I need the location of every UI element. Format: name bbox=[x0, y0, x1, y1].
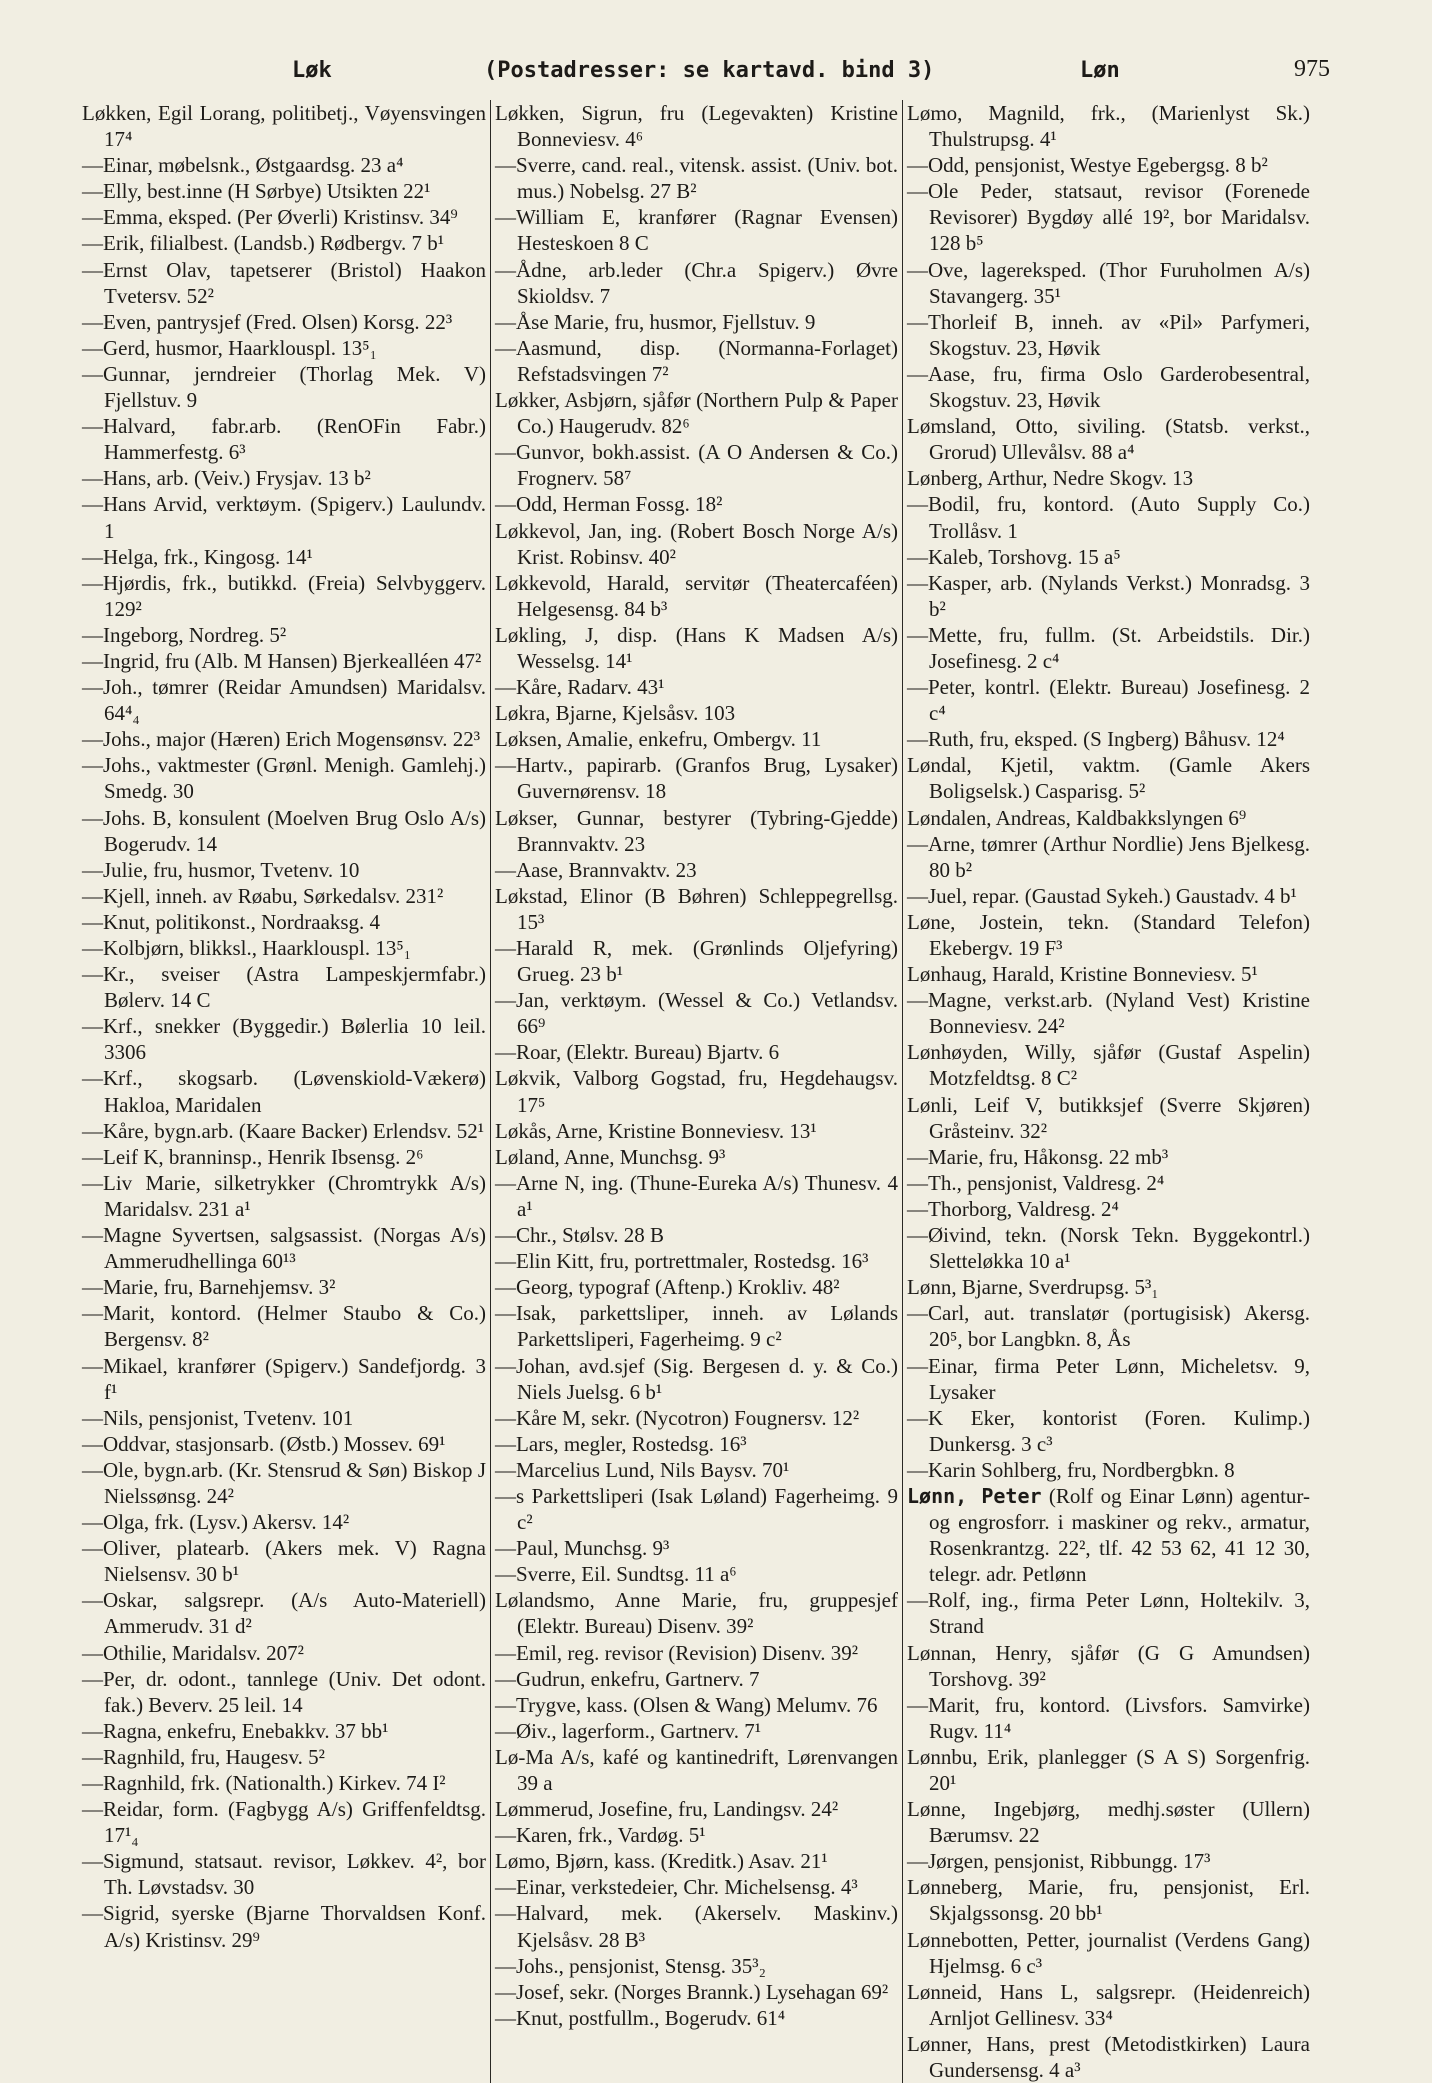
directory-entry: Løndalen, Andreas, Kaldbakkslyngen 6⁹ bbox=[907, 805, 1247, 830]
directory-entry: —Reidar, form. (Fagbygg A/s) Griffenfeldtsg. 17¹₄ bbox=[82, 1797, 486, 1848]
directory-entry: Lønn, Bjarne, Sverdrupsg. 5³₁ bbox=[907, 1275, 1159, 1300]
directory-entry: Løkås, Arne, Kristine Bonneviesv. 13¹ bbox=[495, 1118, 817, 1143]
directory-entry: —Sverre, cand. real., vitensk. assist. (Univ. bot. mus.) Nobelsg. 27 B² bbox=[495, 153, 898, 204]
page-number: 975 bbox=[1294, 56, 1330, 82]
directory-entry: —s Parkettsliperi (Isak Løland) Fagerheimg. 9 c² bbox=[495, 1483, 898, 1535]
header-left-guide-word: Løk bbox=[292, 58, 332, 83]
directory-entry: —Kjell, inneh. av Røabu, Sørkedalsv. 231² bbox=[82, 883, 444, 908]
directory-entry: —Mikael, kranfører (Spigerv.) Sandefjordg. 3 f¹ bbox=[82, 1353, 486, 1404]
directory-entry: —Halvard, mek. (Akerselv. Maskinv.) Kjelsåsv. 28 B³ bbox=[495, 1901, 898, 1952]
directory-entry: —Johs. B, konsulent (Moelven Brug Oslo A/s) Bogerudv. 14 bbox=[82, 805, 486, 856]
directory-entry: —Kasper, arb. (Nylands Verkst.) Monradsg. 3 b² bbox=[907, 570, 1310, 621]
directory-entry: —Oskar, salgsrepr. (A/s Auto-Materiell) Ammerudv. 31 d² bbox=[82, 1588, 486, 1639]
directory-entry: —Th., pensjonist, Valdresg. 2⁴ bbox=[907, 1170, 1165, 1195]
directory-entry: Løkstad, Elinor (B Bøhren) Schleppegrellsg. 15³ bbox=[495, 883, 898, 934]
directory-entry: —Krf., skogsarb. (Løvenskiold-Vækerø) Hakloa, Maridalen bbox=[82, 1066, 486, 1117]
column-2 bbox=[490, 100, 902, 2083]
directory-entry: —Harald R, mek. (Grønlinds Oljefyring) Grueg. 23 b¹ bbox=[495, 936, 898, 987]
directory-entry: —Sigmund, statsaut. revisor, Løkkev. 4², bor Th. Løvstadsv. 30 bbox=[82, 1849, 486, 1900]
directory-entry: —Nils, pensjonist, Tvetenv. 101 bbox=[82, 1405, 354, 1430]
directory-entry: —Karin Sohlberg, fru, Nordbergbkn. 8 bbox=[907, 1457, 1235, 1482]
directory-entry: —Gunvor, bokh.assist. (A O Andersen & Co.) Frognerv. 58⁷ bbox=[495, 440, 898, 491]
directory-entry: Lømmerud, Josefine, fru, Landingsv. 24² bbox=[495, 1797, 839, 1822]
directory-entry: Løkken, Egil Lorang, politibetj., Vøyensvingen 17⁴ bbox=[82, 101, 486, 152]
directory-entry: Lømo, Bjørn, kass. (Kreditk.) Asav. 21¹ bbox=[495, 1849, 828, 1874]
directory-entry: —Arne, tømrer (Arthur Nordlie) Jens Bjelkesg. 80 b² bbox=[907, 831, 1310, 882]
directory-entry: Løkker, Asbjørn, sjåfør (Northern Pulp & Paper Co.) Haugerudv. 82⁶ bbox=[495, 388, 898, 439]
directory-entry: Lønli, Leif V, butikksjef (Sverre Skjøren) Gråsteinv. 32² bbox=[907, 1092, 1310, 1143]
directory-entry: —Per, dr. odont., tannlege (Univ. Det odont. fak.) Beverv. 25 leil. 14 bbox=[82, 1666, 486, 1717]
directory-entry: —Even, pantrysjef (Fred. Olsen) Korsg. 22³ bbox=[82, 309, 453, 334]
directory-entry: —Roar, (Elektr. Bureau) Bjartv. 6 bbox=[495, 1040, 780, 1065]
directory-entry: —Kåre M, sekr. (Nycotron) Fougnersv. 12² bbox=[495, 1405, 860, 1430]
directory-entry: Lønhaug, Harald, Kristine Bonneviesv. 5¹ bbox=[907, 962, 1258, 987]
directory-entry: —Johs., vaktmester (Grønl. Menigh. Gamlehj.) Smedg. 30 bbox=[82, 753, 486, 804]
header-postal-note: (Postadresser: se kartavd. bind 3) bbox=[484, 58, 935, 83]
directory-entry: —Liv Marie, silketrykker (Chromtrykk A/s) Maridalsv. 231 a¹ bbox=[82, 1170, 486, 1221]
directory-entry: —Othilie, Maridalsv. 207² bbox=[82, 1640, 304, 1665]
directory-entry: —Hjørdis, frk., butikkd. (Freia) Selvbyggerv. 129² bbox=[82, 570, 486, 621]
directory-entry: —Georg, typograf (Aftenp.) Krokliv. 48² bbox=[495, 1275, 840, 1300]
directory-entry: Lølandsmo, Anne Marie, fru, gruppesjef (Elektr. Bureau) Disenv. 39² bbox=[495, 1588, 898, 1639]
directory-entry: Løkkevold, Harald, servitør (Theatercaféen) Helgesensg. 84 b³ bbox=[495, 570, 898, 621]
directory-entry: —Elly, best.inne (H Sørbye) Utsikten 22¹ bbox=[82, 179, 431, 204]
directory-entry: —Kaleb, Torshovg. 15 a⁵ bbox=[907, 544, 1121, 569]
directory-entry: —Julie, fru, husmor, Tvetenv. 10 bbox=[82, 857, 360, 882]
directory-entry: —Peter, kontrl. (Elektr. Bureau) Josefinesg. 2 c⁴ bbox=[907, 675, 1310, 726]
directory-columns bbox=[78, 100, 1330, 2083]
directory-entry: —Trygve, kass. (Olsen & Wang) Melumv. 76 bbox=[495, 1692, 878, 1717]
directory-entry: —Isak, parkettsliper, inneh. av Lølands Parkettsliperi, Fagerheimg. 9 c² bbox=[495, 1301, 898, 1352]
directory-entry: Lønner, Hans, prest (Metodistkirken) Laura Gundersensg. 4 a³ bbox=[907, 2031, 1310, 2083]
directory-entry: —Karen, frk., Vardøg. 5¹ bbox=[495, 1823, 706, 1848]
directory-entry: Løndal, Kjetil, vaktm. (Gamle Akers Boligselsk.) Casparisg. 5² bbox=[907, 753, 1310, 804]
directory-entry: —Øiv., lagerform., Gartnerv. 7¹ bbox=[495, 1718, 761, 1743]
directory-entry: Løland, Anne, Munchsg. 9³ bbox=[495, 1144, 726, 1169]
directory-entry: Lønhøyden, Willy, sjåfør (Gustaf Aspelin) Motzfeldtsg. 8 C² bbox=[907, 1040, 1310, 1091]
directory-entry: —Odd, pensjonist, Westye Egebergsg. 8 b² bbox=[907, 153, 1268, 178]
directory-entry: Løksen, Amalie, enkefru, Ombergv. 11 bbox=[495, 727, 822, 752]
directory-entry: Lønneberg, Marie, fru, pensjonist, Erl. Skjalgssonsg. 20 bb¹ bbox=[907, 1875, 1310, 1926]
directory-entry: —Arne N, ing. (Thune-Eureka A/s) Thunesv. 4 a¹ bbox=[495, 1170, 898, 1221]
directory-entry: Lønnebotten, Petter, journalist (Verdens Gang) Hjelmsg. 6 c³ bbox=[907, 1927, 1310, 1978]
directory-entry: —Ragnhild, fru, Haugesv. 5² bbox=[82, 1744, 325, 1769]
directory-entry: —Ernst Olav, tapetserer (Bristol) Haakon Tvetersv. 52² bbox=[82, 257, 486, 308]
directory-entry: —Kr., sveiser (Astra Lampeskjermfabr.) Bølerv. 14 C bbox=[82, 962, 486, 1013]
directory-entry: —Kåre, Radarv. 43¹ bbox=[495, 675, 665, 700]
directory-entry: —Einar, møbelsnk., Østgaardsg. 23 a⁴ bbox=[82, 153, 404, 178]
directory-entry: —Oddvar, stasjonsarb. (Østb.) Mossev. 69¹ bbox=[82, 1431, 446, 1456]
directory-entry: Lønn, Peter (Rolf og Einar Lønn) agentur- og engrosforr. i maskiner og rekv., armatur, Rosenkrantzg. 22², tlf. 42 53 62, 41 12 30, telegr. adr. Petlønn bbox=[907, 1483, 1310, 1587]
directory-entry: Løkkevol, Jan, ing. (Robert Bosch Norge A/s) Krist. Robinsv. 40² bbox=[495, 518, 898, 569]
directory-entry: —Hans Arvid, verktøym. (Spigerv.) Laulundv. 1 bbox=[82, 492, 486, 543]
directory-entry: Lømsland, Otto, siviling. (Statsb. verkst., Grorud) Ullevålsv. 88 a⁴ bbox=[907, 414, 1310, 465]
directory-entry: —Juel, repar. (Gaustad Sykeh.) Gaustadv. 4 b¹ bbox=[907, 883, 1297, 908]
directory-entry: —Marit, fru, kontord. (Livsfors. Samvirke) Rugv. 11⁴ bbox=[907, 1692, 1310, 1743]
directory-entry: —Gudrun, enkefru, Gartnerv. 7 bbox=[495, 1666, 760, 1691]
header-right-guide-word: Løn bbox=[1080, 58, 1120, 83]
directory-entry: —Odd, Herman Fossg. 18² bbox=[495, 492, 723, 517]
directory-entry: Lønnan, Henry, sjåfør (G G Amundsen) Torshovg. 39² bbox=[907, 1640, 1310, 1691]
directory-entry: —Rolf, ing., firma Peter Lønn, Holtekilv. 3, Strand bbox=[907, 1588, 1310, 1639]
directory-entry: Lønne, Ingebjørg, medhj.søster (Ullern) Bærumsv. 22 bbox=[907, 1797, 1310, 1848]
directory-entry: Lønneid, Hans L, salgsrepr. (Heidenreich) Arnljot Gellinesv. 33⁴ bbox=[907, 1979, 1310, 2030]
directory-entry: —Joh., tømrer (Reidar Amundsen) Maridalsv. 64⁴₄ bbox=[82, 675, 486, 726]
directory-entry: —Marie, fru, Håkonsg. 22 mb³ bbox=[907, 1144, 1169, 1169]
page-header bbox=[80, 56, 1330, 98]
directory-entry: Lønnbu, Erik, planlegger (S A S) Sorgenfrig. 20¹ bbox=[907, 1744, 1310, 1795]
directory-entry: —Mette, fru, fullm. (St. Arbeidstils. Dir.) Josefinesg. 2 c⁴ bbox=[907, 622, 1310, 673]
directory-entry: —Ragna, enkefru, Enebakkv. 37 bb¹ bbox=[82, 1718, 389, 1743]
directory-entry: —Erik, filialbest. (Landsb.) Rødbergv. 7 b¹ bbox=[82, 231, 445, 256]
directory-entry: —Josef, sekr. (Norges Brannk.) Lysehagan 69² bbox=[495, 1979, 889, 2004]
column-1 bbox=[78, 100, 490, 2083]
directory-entry: —Johs., pensjonist, Stensg. 35³₂ bbox=[495, 1953, 766, 1978]
directory-entry: —Elin Kitt, fru, portrettmaler, Rostedsg. 16³ bbox=[495, 1249, 869, 1274]
directory-entry: Løkvik, Valborg Gogstad, fru, Hegdehaugsv. 17⁵ bbox=[495, 1066, 898, 1117]
column-3 bbox=[902, 100, 1314, 2083]
directory-entry: —Lars, megler, Rostedsg. 16³ bbox=[495, 1431, 747, 1456]
directory-entry: —Øivind, tekn. (Norsk Tekn. Byggekontrl.) Sletteløkka 10 a¹ bbox=[907, 1223, 1310, 1274]
directory-entry: —Ove, lagereksped. (Thor Furuholmen A/s) Stavangerg. 35¹ bbox=[907, 257, 1310, 308]
directory-entry: —Helga, frk., Kingosg. 14¹ bbox=[82, 544, 313, 569]
directory-entry: —Marie, fru, Barnehjemsv. 3² bbox=[82, 1275, 336, 1300]
directory-entry: Lømo, Magnild, frk., (Marienlyst Sk.) Thulstrupsg. 4¹ bbox=[907, 101, 1310, 152]
directory-entry: —Aasmund, disp. (Normanna-Forlaget) Refstadsvingen 7² bbox=[495, 335, 898, 386]
directory-entry: —Ingrid, fru (Alb. M Hansen) Bjerkealléen 47² bbox=[82, 648, 482, 673]
directory-entry: —Einar, firma Peter Lønn, Micheletsv. 9, Lysaker bbox=[907, 1353, 1310, 1404]
directory-entry: —Sigrid, syerske (Bjarne Thorvaldsen Konf. A/s) Kristinsv. 29⁹ bbox=[82, 1901, 486, 1952]
directory-entry: —Carl, aut. translatør (portugisisk) Akersg. 20⁵, bor Langbkn. 8, Ås bbox=[907, 1301, 1310, 1352]
directory-entry: —Hartv., papirarb. (Granfos Brug, Lysaker) Guvernørensv. 18 bbox=[495, 753, 898, 804]
directory-entry: Løne, Jostein, tekn. (Standard Telefon) Ekebergv. 19 F³ bbox=[907, 909, 1310, 960]
directory-entry: —Paul, Munchsg. 9³ bbox=[495, 1536, 670, 1561]
directory-entry: —Johs., major (Hæren) Erich Mogensønsv. 22³ bbox=[82, 727, 481, 752]
directory-entry: —Krf., snekker (Byggedir.) Bølerlia 10 leil. 3306 bbox=[82, 1014, 486, 1065]
directory-entry: —Gunnar, jerndreier (Thorlag Mek. V) Fjellstuv. 9 bbox=[82, 361, 486, 413]
directory-entry: —Marcelius Lund, Nils Baysv. 70¹ bbox=[495, 1457, 790, 1482]
directory-entry: —Hans, arb. (Veiv.) Frysjav. 13 b² bbox=[82, 466, 371, 491]
directory-entry: —Ole, bygn.arb. (Kr. Stensrud & Søn) Biskop J Nielssønsg. 24² bbox=[82, 1457, 486, 1508]
directory-entry: —Åse Marie, fru, husmor, Fjellstuv. 9 bbox=[495, 309, 816, 334]
directory-entry: —Ragnhild, frk. (Nationalth.) Kirkev. 74 I² bbox=[82, 1771, 446, 1795]
directory-entry: —K Eker, kontorist (Foren. Kulimp.) Dunkersg. 3 c³ bbox=[907, 1405, 1310, 1456]
directory-entry: —Ingeborg, Nordreg. 5² bbox=[82, 622, 287, 647]
directory-entry: —Ådne, arb.leder (Chr.a Spigerv.) Øvre Skioldsv. 7 bbox=[495, 257, 898, 308]
directory-entry: —Halvard, fabr.arb. (RenOFin Fabr.) Hammerfestg. 6³ bbox=[82, 414, 486, 465]
directory-entry: —Thorborg, Valdresg. 2⁴ bbox=[907, 1196, 1119, 1221]
directory-entry: —Ruth, fru, eksped. (S Ingberg) Båhusv. 12⁴ bbox=[907, 727, 1285, 752]
directory-entry: —Kolbjørn, blikksl., Haarklouspl. 13⁵₁ bbox=[82, 936, 412, 960]
directory-entry: —Jørgen, pensjonist, Ribbungg. 17³ bbox=[907, 1849, 1211, 1874]
directory-entry: —Knut, politikonst., Nordraaksg. 4 bbox=[82, 909, 381, 934]
directory-entry: —Johan, avd.sjef (Sig. Bergesen d. y. & Co.) Niels Juelsg. 6 b¹ bbox=[495, 1353, 898, 1404]
directory-entry: —Kåre, bygn.arb. (Kaare Backer) Erlendsv. 52¹ bbox=[82, 1118, 485, 1143]
directory-entry: —Emil, reg. revisor (Revision) Disenv. 39² bbox=[495, 1640, 859, 1665]
directory-entry: Løkken, Sigrun, fru (Legevakten) Kristine Bonneviesv. 4⁶ bbox=[495, 101, 898, 152]
directory-entry: —Ole Peder, statsaut, revisor (Forenede Revisorer) Bygdøy allé 19², bor Maridalsv. 128 b⁵ bbox=[907, 179, 1310, 256]
directory-entry: —Jan, verktøym. (Wessel & Co.) Vetlandsv. 66⁹ bbox=[495, 988, 898, 1039]
directory-entry: —Gerd, husmor, Haarklouspl. 13⁵₁ bbox=[82, 335, 377, 360]
directory-entry: —Magne Syvertsen, salgsassist. (Norgas A/s) Ammerudhellinga 60¹³ bbox=[82, 1223, 486, 1274]
directory-entry: —Sverre, Eil. Sundtsg. 11 a⁶ bbox=[495, 1562, 737, 1587]
directory-entry: —Bodil, fru, kontord. (Auto Supply Co.) Trollåsv. 1 bbox=[907, 492, 1310, 543]
directory-entry: —Magne, verkst.arb. (Nyland Vest) Kristine Bonneviesv. 24² bbox=[907, 988, 1310, 1039]
directory-entry: —Aase, Brannvaktv. 23 bbox=[495, 857, 697, 882]
directory-entry: Løkra, Bjarne, Kjelsåsv. 103 bbox=[495, 701, 736, 726]
directory-entry: —Knut, postfullm., Bogerudv. 61⁴ bbox=[495, 2005, 786, 2030]
directory-entry: —Aase, fru, firma Oslo Garderobesentral, Skogstuv. 23, Høvik bbox=[907, 361, 1310, 413]
directory-entry: —William E, kranfører (Ragnar Evensen) Hesteskoen 8 C bbox=[495, 205, 898, 256]
directory-entry: Løkser, Gunnar, bestyrer (Tybring-Gjedde) Brannvaktv. 23 bbox=[495, 805, 898, 856]
directory-entry: Lønberg, Arthur, Nedre Skogv. 13 bbox=[907, 466, 1194, 491]
directory-entry: —Thorleif B, inneh. av «Pil» Parfymeri, Skogstuv. 23, Høvik bbox=[907, 309, 1310, 360]
directory-entry: —Marit, kontord. (Helmer Staubo & Co.) Bergensv. 8² bbox=[82, 1301, 486, 1352]
directory-entry: —Einar, verkstedeier, Chr. Michelsensg. 4³ bbox=[495, 1875, 858, 1900]
directory-entry: —Emma, eksped. (Per Øverli) Kristinsv. 34⁹ bbox=[82, 205, 458, 230]
directory-entry: —Chr., Stølsv. 28 B bbox=[495, 1223, 665, 1248]
directory-entry: —Leif K, branninsp., Henrik Ibsensg. 2⁶ bbox=[82, 1144, 424, 1169]
directory-entry: Lø-Ma A/s, kafé og kantinedrift, Lørenvangen 39 a bbox=[495, 1744, 898, 1795]
directory-entry: —Oliver, platearb. (Akers mek. V) Ragna Nielsensv. 30 b¹ bbox=[82, 1536, 486, 1587]
directory-entry: —Olga, frk. (Lysv.) Akersv. 14² bbox=[82, 1510, 350, 1535]
directory-entry: Løkling, J, disp. (Hans K Madsen A/s) Wesselsg. 14¹ bbox=[495, 622, 898, 673]
